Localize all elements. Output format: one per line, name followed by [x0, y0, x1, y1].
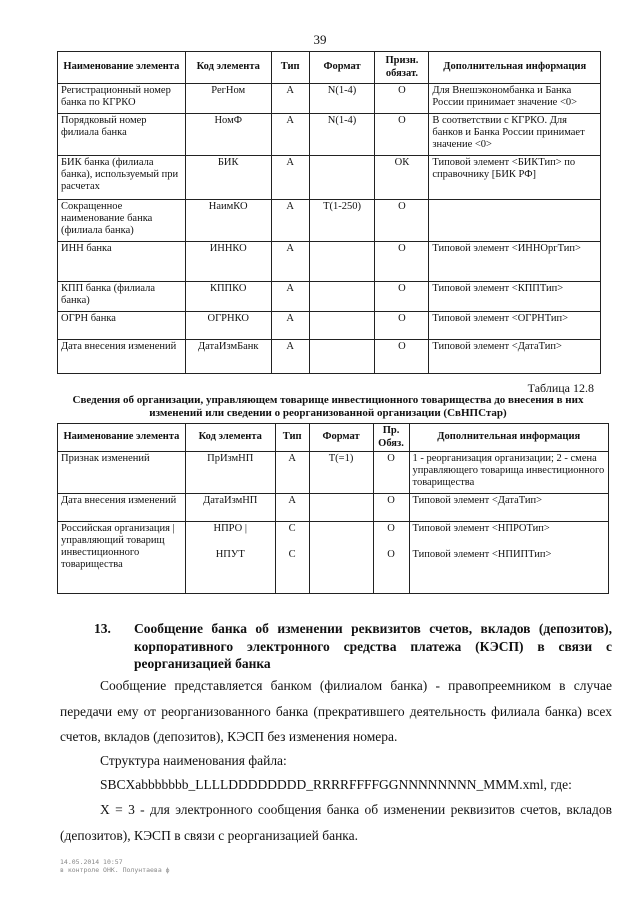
cell-name: Порядковый номер филиала банка	[58, 114, 186, 156]
document-stamp	[60, 858, 170, 874]
cell-format: T(1-250)	[309, 200, 375, 242]
cell-info	[429, 200, 601, 242]
table-row	[58, 242, 601, 282]
elements-table-organization	[57, 423, 609, 594]
cell-type	[275, 522, 309, 594]
cell-required-line: О	[387, 523, 395, 534]
cell-type-line: С	[288, 549, 296, 561]
cell-required: О	[373, 494, 409, 522]
cell-format: T(=1)	[309, 452, 373, 494]
cell-format	[309, 242, 375, 282]
cell-info: Типовой элемент <ДатаТип>	[409, 494, 609, 522]
cell-type: А	[275, 452, 309, 494]
cell-name: ОГРН банка	[58, 312, 186, 340]
cell-code: НаимКО	[185, 200, 271, 242]
cell-type-line: С	[288, 523, 296, 534]
cell-info: Типовой элемент <ИННОргТип>	[429, 242, 601, 282]
table-row	[58, 156, 601, 200]
table-row	[58, 84, 601, 114]
cell-name: Признак изменений	[58, 452, 186, 494]
table-header-row	[58, 424, 609, 452]
cell-code: ПрИзмНП	[185, 452, 275, 494]
cell-type: А	[271, 200, 309, 242]
header-info: Дополнительная информация	[429, 52, 601, 84]
header-code: Код элемента	[185, 52, 271, 84]
cell-required: О	[375, 200, 429, 242]
cell-required: О	[375, 84, 429, 114]
header-info: Дополнительная информация	[409, 424, 609, 452]
cell-type: А	[271, 340, 309, 374]
cell-required-line: О	[387, 549, 395, 561]
cell-code: ОГРНКО	[185, 312, 271, 340]
cell-code: РегНом	[185, 84, 271, 114]
cell-required: О	[375, 282, 429, 312]
cell-info	[409, 522, 609, 594]
cell-code: ДатаИзмБанк	[185, 340, 271, 374]
cell-type: А	[271, 282, 309, 312]
table-row	[58, 522, 609, 594]
cell-required: О	[375, 340, 429, 374]
cell-code: ДатаИзмНП	[185, 494, 275, 522]
section-title: Сообщение банка об изменении реквизитов счетов, вкладов (депозитов), корпоративного электронного средства платежа (КЭСП) в связи с реорганизацией банка	[134, 621, 612, 672]
cell-type: А	[275, 494, 309, 522]
cell-format: N(1-4)	[309, 84, 375, 114]
cell-info-line: Типовой элемент <НПРОТип>	[412, 523, 550, 534]
table-row	[58, 200, 601, 242]
stamp-line: 14.05.2014 10:57	[60, 858, 123, 866]
cell-format	[309, 312, 375, 340]
table-row	[58, 340, 601, 374]
cell-name: Дата внесения изменений	[58, 494, 186, 522]
cell-format	[309, 494, 373, 522]
cell-required: О	[375, 312, 429, 340]
cell-info: 1 - реорганизация организации; 2 - смена управляющего товарища инвестиционного товарищества	[409, 452, 609, 494]
table-number-label: Таблица 12.8	[527, 381, 594, 395]
section-heading	[94, 620, 612, 673]
table-row	[58, 114, 601, 156]
page-number: 39	[313, 32, 327, 47]
cell-required: О	[375, 242, 429, 282]
header-code: Код элемента	[185, 424, 275, 452]
cell-type: А	[271, 114, 309, 156]
cell-format: N(1-4)	[309, 114, 375, 156]
cell-name: ИНН банка	[58, 242, 186, 282]
table-row	[58, 282, 601, 312]
cell-info: Типовой элемент <ДатаТип>	[429, 340, 601, 374]
cell-code-line: НПРО |	[213, 523, 247, 534]
cell-name: БИК банка (филиала банка), используемый при расчетах	[58, 156, 186, 200]
table-caption: Сведения об организации, управляющем товарище инвестиционного товарищества до внесения в них изменений или сведении о реорганизованной организации (СвНПСтар)	[72, 394, 584, 419]
cell-name: Регистрационный номер банка по КГРКО	[58, 84, 186, 114]
filename-pattern: SBCXabbbbbbb_LLLLDDDDDDDD_RRRRFFFFGGNNNNNNNN_MMM.xml, где:	[100, 777, 572, 792]
cell-required: ОК	[375, 156, 429, 200]
cell-format	[309, 156, 375, 200]
cell-name: Дата внесения изменений	[58, 340, 186, 374]
cell-info: Типовой элемент <БИКТип> по справочнику [БИК РФ]	[429, 156, 601, 200]
cell-format	[309, 340, 375, 374]
cell-format	[309, 522, 373, 594]
cell-required: О	[375, 114, 429, 156]
cell-required: О	[373, 452, 409, 494]
cell-info: Типовой элемент <КППТип>	[429, 282, 601, 312]
cell-code: БИК	[185, 156, 271, 200]
cell-code	[185, 522, 275, 594]
cell-code: НомФ	[185, 114, 271, 156]
cell-format	[309, 282, 375, 312]
cell-required	[373, 522, 409, 594]
elements-table-bank	[57, 51, 601, 374]
cell-type: А	[271, 156, 309, 200]
header-type: Тип	[275, 424, 309, 452]
cell-info-line: Типовой элемент <НПИПТип>	[412, 549, 552, 561]
header-required: Пр. Обяз.	[373, 424, 409, 452]
header-name: Наименование элемента	[58, 52, 186, 84]
cell-code: ИННКО	[185, 242, 271, 282]
cell-info: Типовой элемент <ОГРНТип>	[429, 312, 601, 340]
header-format: Формат	[309, 424, 373, 452]
paragraph: Структура наименования файла:	[100, 753, 287, 768]
cell-name: Российская организация | управляющий товарищ инвестиционного товарищества	[58, 522, 186, 594]
paragraph: X = 3 - для электронного сообщения банка об изменении реквизитов счетов, вкладов (депозитов), КЭСП в связи с реорганизацией банка.	[60, 802, 612, 843]
table-row	[58, 494, 609, 522]
cell-name: Сокращенное наименование банка (филиала банка)	[58, 200, 186, 242]
section-number: 13.	[94, 621, 111, 636]
cell-name: КПП банка (филиала банка)	[58, 282, 186, 312]
cell-code: КППКО	[185, 282, 271, 312]
header-required: Призн. обязат.	[375, 52, 429, 84]
table-header-row	[58, 52, 601, 84]
stamp-line: в контроле ОНК. Полунтаева ф	[60, 866, 170, 875]
cell-info: Для Внешэкономбанка и Банка России принимает значение <0>	[429, 84, 601, 114]
cell-info: В соответствии с КГРКО. Для банков и Банка России принимает значение <0>	[429, 114, 601, 156]
cell-code-line: НПУТ	[215, 549, 245, 561]
cell-type: А	[271, 242, 309, 282]
header-name: Наименование элемента	[58, 424, 186, 452]
table-row	[58, 452, 609, 494]
paragraph: Сообщение представляется банком (филиалом банка) - правопреемником в случае передачи ему от реорганизованного банка (прекратившего деятельность филиала банка) всех счетов, вкладов (депозитов), КЭСП без изменения номера.	[60, 678, 612, 745]
table-row	[58, 312, 601, 340]
header-type: Тип	[271, 52, 309, 84]
cell-type: А	[271, 312, 309, 340]
cell-type: А	[271, 84, 309, 114]
header-format: Формат	[309, 52, 375, 84]
